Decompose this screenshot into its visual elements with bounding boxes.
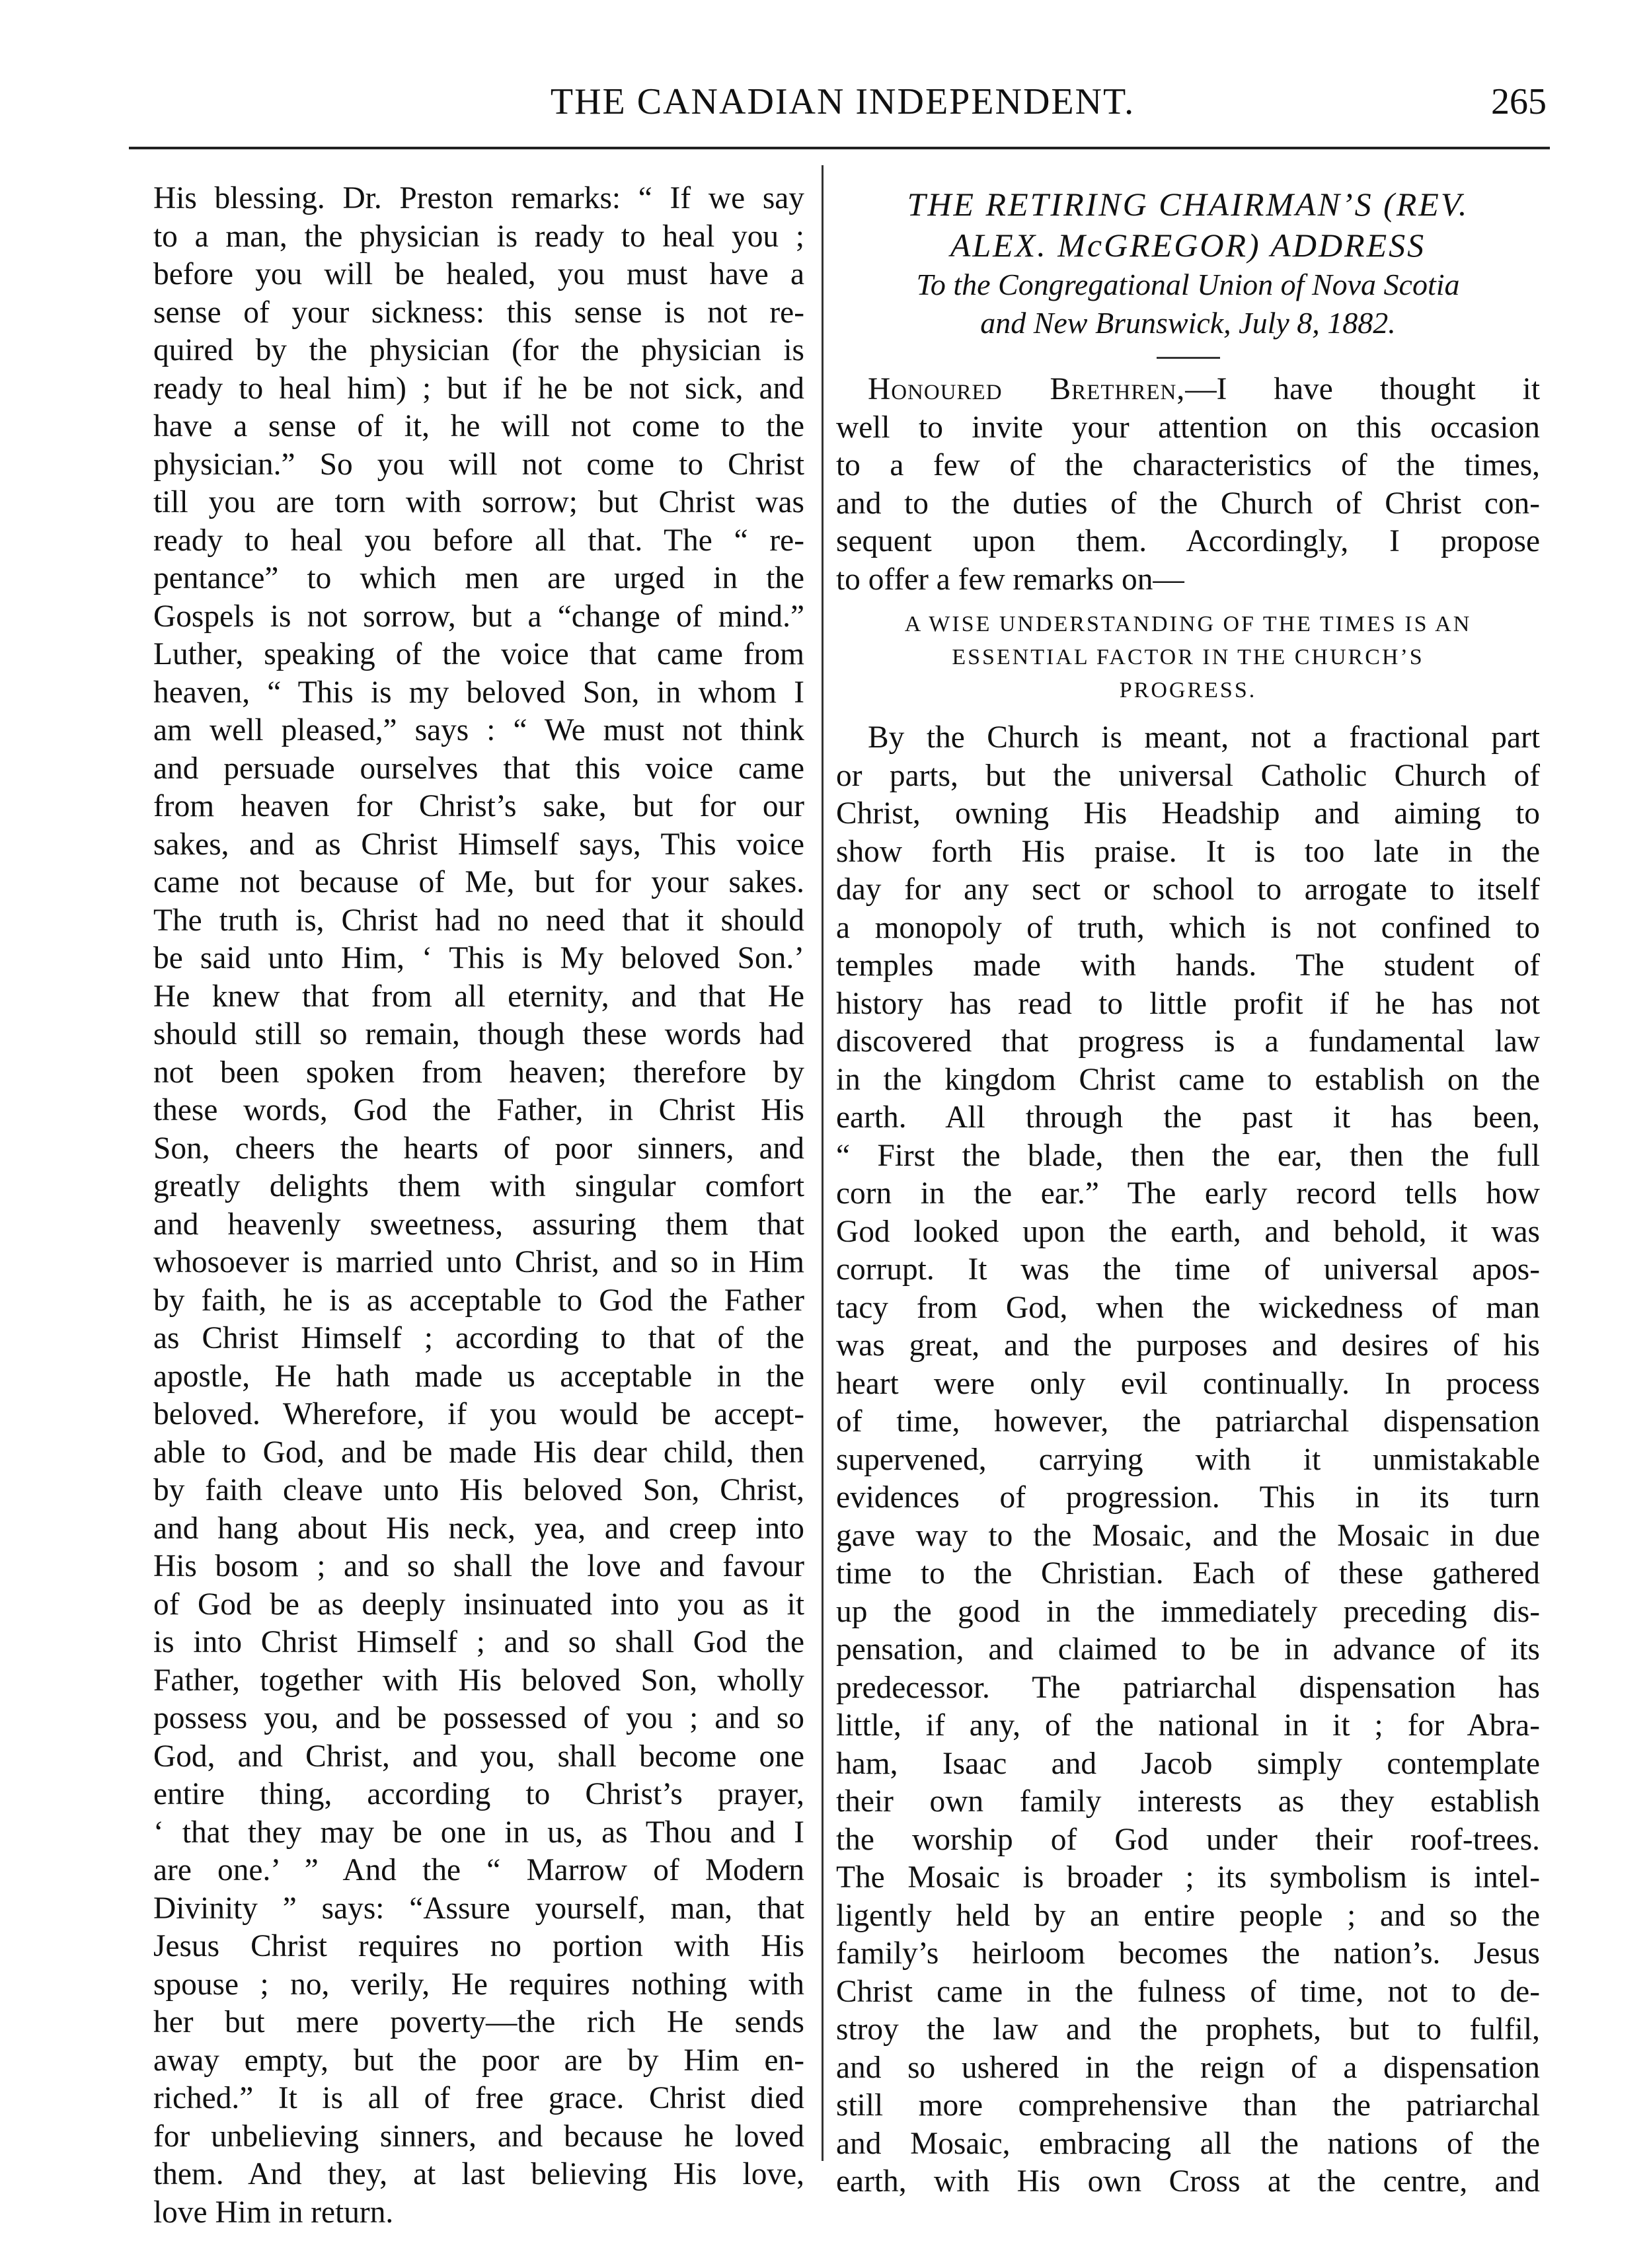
text-line: her but mere poverty—the rich He sends xyxy=(153,2005,804,2039)
text-line: Christ came in the fulness of time, not to de- xyxy=(836,1974,1540,2009)
text-line: Luther, speaking of the voice that came from xyxy=(153,637,804,671)
text-line: and Mosaic, embracing all the nations of the xyxy=(836,2126,1540,2161)
text-line: The Mosaic is broader ; its symbolism is intel- xyxy=(836,1860,1540,1895)
text-line: still more comprehensive than the patriarchal xyxy=(836,2088,1540,2123)
text-line: His blessing. Dr. Preston remarks: “ If we say xyxy=(153,181,804,215)
journal-title: THE CANADIAN INDEPENDENT. xyxy=(550,81,1135,122)
text-line: tacy from God, when the wickedness of man xyxy=(836,1290,1540,1325)
text-line: to a few of the characteristics of the times, xyxy=(836,448,1540,482)
salutation: Honoured Brethren, xyxy=(868,372,1186,406)
text-line: sequent upon them. Accordingly, I propose xyxy=(836,524,1540,558)
text-line: whosoever is married unto Christ, and so in Him xyxy=(153,1245,804,1279)
header-rule xyxy=(129,147,1550,149)
text-line: Gospels is not sorrow, but a “change of mind.” xyxy=(153,599,804,634)
text-line: to offer a few remarks on— xyxy=(836,562,1184,597)
text-line: before you will be healed, you must have a xyxy=(153,257,804,291)
text-line: discovered that progress is a fundamental law xyxy=(836,1024,1540,1059)
text-line: “ First the blade, then the ear, then the full xyxy=(836,1138,1540,1173)
text-line: earth. All through the past it has been, xyxy=(836,1100,1540,1135)
text-line: Father, together with His beloved Son, wholly xyxy=(153,1663,804,1698)
text-line: predecessor. The patriarchal dispensation has xyxy=(836,1670,1540,1705)
text-line: show forth His praise. It is too late in the xyxy=(836,834,1540,869)
text-line: corrupt. It was the time of universal apos- xyxy=(836,1252,1540,1287)
text-line: ready to heal him) ; but if he be not sick, and xyxy=(153,371,804,406)
text-line: a monopoly of truth, which is not confined to xyxy=(836,910,1540,945)
text-line: earth, with His own Cross at the centre, and xyxy=(836,2164,1540,2199)
text-line: He knew that from all eternity, and that He xyxy=(153,979,804,1014)
text-line: by faith cleave unto His beloved Son, Christ, xyxy=(153,1473,804,1507)
text-line: greatly delights them with singular comfort xyxy=(153,1169,804,1203)
text-line: able to God, and be made His dear child, then xyxy=(153,1435,804,1470)
intro-first-line xyxy=(836,371,1540,409)
text-line: sakes, and as Christ Himself says, This voice xyxy=(153,827,804,862)
text-line: pentance” to which men are urged in the xyxy=(153,561,804,595)
text-line: from heaven for Christ’s sake, but for our xyxy=(153,789,804,823)
text-line: be said unto Him, ‘ This is My beloved Son.’ xyxy=(153,941,804,975)
text-line: to a man, the physician is ready to heal you ; xyxy=(153,219,804,254)
text-line: sense of your sickness: this sense is not re- xyxy=(153,295,804,330)
text-line: God looked upon the earth, and behold, it was xyxy=(836,1214,1540,1249)
text-line: came not because of Me, but for your sakes. xyxy=(153,865,804,899)
text-line: have a sense of it, he will not come to the xyxy=(153,409,804,443)
text-line: Christ, owning His Headship and aiming to xyxy=(836,796,1540,831)
text-line: and to the duties of the Church of Christ con- xyxy=(836,486,1540,521)
text-line: are one.’ ” And the “ Marrow of Modern xyxy=(153,1853,804,1887)
text-line: should still so remain, though these words had xyxy=(153,1017,804,1051)
section-heading xyxy=(836,608,1540,707)
left-column xyxy=(153,180,804,2232)
article-title-line-1: THE RETIRING CHAIRMAN’S (REV. xyxy=(907,186,1469,223)
article-title-line-2: ALEX. McGREGOR) ADDRESS xyxy=(950,227,1426,264)
text-line: ligently held by an entire people ; and so the xyxy=(836,1898,1540,1933)
text-line: temples made with hands. The student of xyxy=(836,948,1540,983)
text-line: possess you, and be possessed of you ; and so xyxy=(153,1701,804,1735)
text-line: The truth is, Christ had no need that it should xyxy=(153,903,804,938)
text-line: corn in the ear.” The early record tells how xyxy=(836,1176,1540,1211)
column-divider xyxy=(822,165,824,2161)
text-line: God, and Christ, and you, shall become one xyxy=(153,1739,804,1774)
text-line: evidences of progression. This in its turn xyxy=(836,1480,1540,1515)
text-line: His bosom ; and so shall the love and favour xyxy=(153,1549,804,1583)
page-number: 265 xyxy=(1491,81,1547,122)
right-column xyxy=(836,184,1540,2201)
text-line: and persuade ourselves that this voice came xyxy=(153,751,804,786)
text-line: up the good in the immediately preceding dis- xyxy=(836,1594,1540,1629)
text-line: for unbelieving sinners, and because he loved xyxy=(153,2119,804,2154)
text-line: entire thing, according to Christ’s prayer, xyxy=(153,1777,804,1811)
text-line: not been spoken from heaven; therefore by xyxy=(153,1055,804,1090)
text-line: family’s heirloom becomes the nation’s. Jesus xyxy=(836,1936,1540,1971)
page-header xyxy=(139,78,1547,131)
article-subtitle-line-1: To the Congregational Union of Nova Scotia xyxy=(916,268,1460,301)
text-line: am well pleased,” says : “ We must not think xyxy=(153,713,804,747)
text-line: in the kingdom Christ came to establish on the xyxy=(836,1062,1540,1097)
text-line: was great, and the purposes and desires of his xyxy=(836,1328,1540,1363)
text-line: riched.” It is all of free grace. Christ died xyxy=(153,2081,804,2115)
text-line: them. And they, at last believing His love, xyxy=(153,2157,804,2191)
text-line: Jesus Christ requires no portion with His xyxy=(153,1929,804,1963)
text-line: and so ushered in the reign of a dispensation xyxy=(836,2050,1540,2085)
text-line: these words, God the Father, in Christ His xyxy=(153,1093,804,1127)
section-heading-line-1: A WISE UNDERSTANDING OF THE TIMES IS AN xyxy=(904,612,1472,636)
text-line: heart were only evil continually. In process xyxy=(836,1366,1540,1401)
text-line: physician.” So you will not come to Christ xyxy=(153,447,804,482)
text-line: of time, however, the patriarchal dispensation xyxy=(836,1404,1540,1439)
text-line: apostle, He hath made us acceptable in the xyxy=(153,1359,804,1394)
text-line: beloved. Wherefore, if you would be accept- xyxy=(153,1397,804,1431)
body-paragraph xyxy=(836,719,1540,2201)
text-line: little, if any, of the national in it ; for Abra- xyxy=(836,1708,1540,1743)
title-rule xyxy=(1157,357,1220,359)
text-line: ready to heal you before all that. The “ re- xyxy=(153,523,804,558)
text-line: By the Church is meant, not a fractional part xyxy=(868,720,1540,755)
text-line: is into Christ Himself ; and so shall God the xyxy=(153,1625,804,1659)
text-line: the worship of God under their roof-trees. xyxy=(836,1822,1540,1857)
text-line: away empty, but the poor are by Him en- xyxy=(153,2043,804,2078)
text-line: love Him in return. xyxy=(153,2195,394,2230)
text-line: of God be as deeply insinuated into you as it xyxy=(153,1587,804,1622)
text-line: time to the Christian. Each of these gathered xyxy=(836,1556,1540,1591)
text-line: their own family interests as they establish xyxy=(836,1784,1540,1819)
section-heading-line-2: ESSENTIAL FACTOR IN THE CHURCH’S xyxy=(952,645,1424,669)
text-line: supervened, carrying with it unmistakable xyxy=(836,1442,1540,1477)
text-line: as Christ Himself ; according to that of the xyxy=(153,1321,804,1355)
text-line: day for any sect or school to arrogate to itself xyxy=(836,872,1540,907)
section-heading-line-3: PROGRESS. xyxy=(1119,678,1257,702)
intro-paragraph xyxy=(836,371,1540,599)
article-subtitle-line-2: and New Brunswick, July 8, 1882. xyxy=(980,306,1396,340)
text-line: and hang about His neck, yea, and creep into xyxy=(153,1511,804,1546)
text-line: Son, cheers the hearts of poor sinners, and xyxy=(153,1131,804,1166)
text-line: stroy the law and the prophets, but to fulfil, xyxy=(836,2012,1540,2047)
text-line: heaven, “ This is my beloved Son, in whom I xyxy=(153,675,804,710)
text-line: or parts, but the universal Catholic Church of xyxy=(836,758,1540,793)
text-line: till you are torn with sorrow; but Christ was xyxy=(153,485,804,519)
text-line: ham, Isaac and Jacob simply contemplate xyxy=(836,1746,1540,1781)
text-line: well to invite your attention on this occasion xyxy=(836,410,1540,445)
text-line: spouse ; no, verily, He requires nothing with xyxy=(153,1967,804,2002)
text-line: pensation, and claimed to be in advance of its xyxy=(836,1632,1540,1667)
intro-first-text: —I have thought it xyxy=(1185,372,1540,406)
text-line: by faith, he is as acceptable to God the Father xyxy=(153,1283,804,1318)
text-line: and heavenly sweetness, assuring them that xyxy=(153,1207,804,1242)
text-line: quired by the physician (for the physician is xyxy=(153,333,804,367)
text-line: gave way to the Mosaic, and the Mosaic in due xyxy=(836,1518,1540,1553)
text-line: history has read to little profit if he has not xyxy=(836,986,1540,1021)
text-line: ‘ that they may be one in us, as Thou and I xyxy=(153,1815,804,1850)
text-line: Divinity ” says: “Assure yourself, man, that xyxy=(153,1891,804,1926)
